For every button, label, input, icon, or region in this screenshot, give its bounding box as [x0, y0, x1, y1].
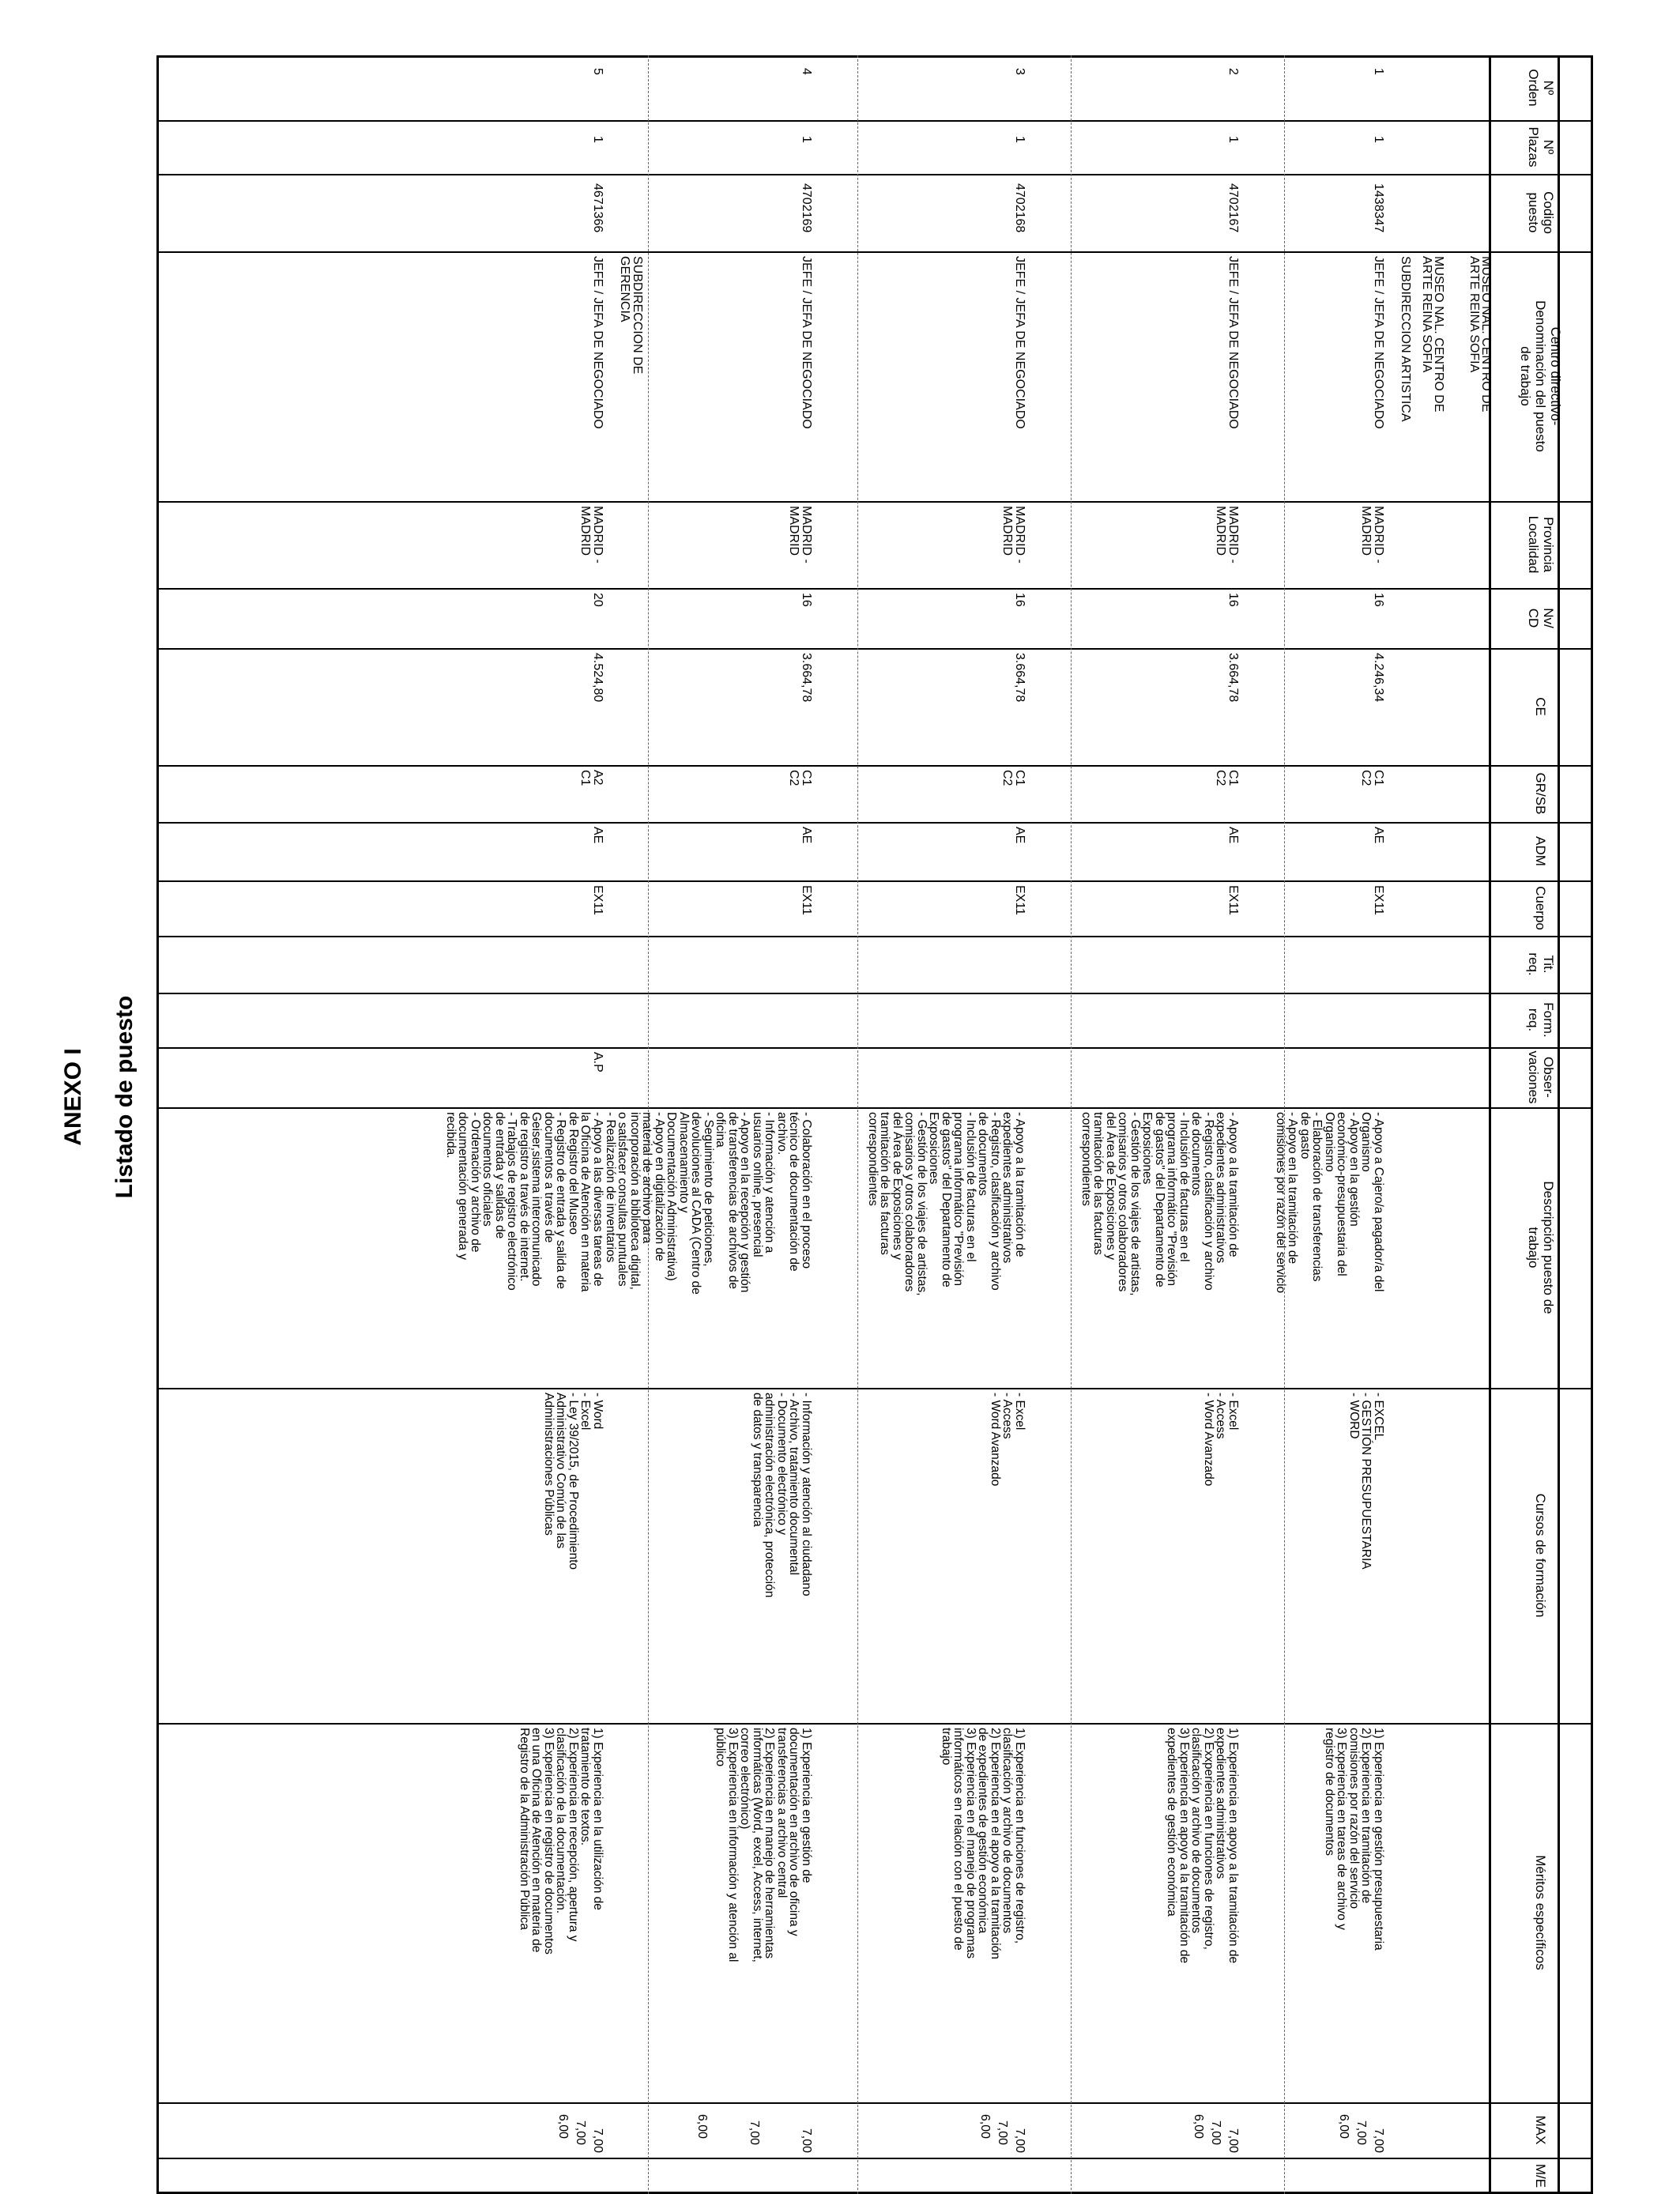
header-grupo: GR/SB: [1533, 772, 1549, 815]
descripcion-cell: - Apoyo a la tramitación de expedientes administrativos - Registro, clasificación y archivo de documentos - Inclusión de facturas en el programa informático "Previsión de gastos" del Departamento de Exposiciones - Gestión de los viajes de artistas, comisarios y otros colaboradores del Área de Exposiciones y tramitación de las facturas correspondientes: [866, 1112, 1026, 1296]
cursos-cell: - Excel - Access - Word Avanzado: [989, 1393, 1026, 1487]
header-provincia: Provincia Localidad: [1526, 515, 1556, 574]
header-me: M/E: [1533, 2163, 1549, 2188]
descripcion-cell: - Apoyo a Cajero/a pagador/a del Organismo - Apoyo en la gestión económico-presupuestaria del Organismo - Elaboración de transferencias de gasto - Apoyo en la tramitación de comisiones por razón del servicio: [1274, 1112, 1385, 1294]
meritos-cell: 1) Experiencia en apoyo a la tramitación de expedientes administrativos 2) Exxperiencia en funciones de registro, clasificación y archivo de documentos 3) Experiencia en apoyo a la tramitación de expedientes de gestión económica: [1165, 1728, 1240, 1964]
max-value-1: 7,00: [1226, 2128, 1240, 2153]
plazas-cell: 1: [1372, 136, 1385, 143]
col-divider: [156, 120, 1593, 122]
puesto-cell: JEFE / JEFA DE NEGOCIADO: [591, 256, 605, 429]
meritos-cell: 1) Experiencia en gestión de documentación en archivo de oficina y transferencias a archivo central 2) Experiencia en manejo de herramientas informáticas (Word, excel, Access, internet, correo electrónico) 3) Experiencia en información y atención al público: [714, 1728, 813, 1962]
codigo-cell: 4702169: [800, 183, 813, 233]
header-max: MAX: [1533, 2115, 1549, 2145]
max-value-2: 7,00: [574, 2120, 587, 2145]
centro-subdireccion-gerencia: SUBDIRECCION DE GERENCIA: [618, 256, 644, 375]
provincia-cell: MADRID - MADRID: [787, 506, 813, 564]
cuerpo-cell: EX11: [1372, 885, 1385, 915]
centro-subdireccion-artistica: SUBDIRECCION ARTISTICA: [1399, 256, 1412, 422]
adm-cell: AE: [800, 827, 813, 844]
meritos-cell: 1) Experiencia en gestión presupuestaria 2) Experiencia en tramitación de comisiones por razón del servicio 3) Experiencia en tareas de archivo y registro de documentos: [1323, 1728, 1385, 1951]
provincia-cell: MADRID - MADRID: [1359, 506, 1385, 564]
observaciones-cell: [798, 1047, 814, 1107]
puesto-cell: JEFE / JEFA DE NEGOCIADO: [800, 256, 813, 429]
tit-cell: [798, 936, 814, 993]
positions-table: [156, 55, 1593, 2194]
adm-cell: AE: [1226, 827, 1240, 844]
centro-museo-2: MUSEO NAL. CENTRO DE ARTE REINA SOFIA: [1420, 256, 1445, 413]
row-separator: [1071, 55, 1072, 2194]
codigo-cell: 4702167: [1226, 183, 1240, 233]
header-form: Form. req.: [1526, 1002, 1556, 1038]
ce-cell: 4.524,80: [591, 653, 605, 703]
puesto-cell: JEFE / JEFA DE NEGOCIADO: [1013, 256, 1026, 429]
adm-cell: AE: [591, 827, 605, 844]
tit-cell: [1370, 936, 1386, 993]
max-value-1: 7,00: [591, 2128, 605, 2153]
plazas-cell: 1: [800, 136, 813, 143]
cuerpo-cell: EX11: [800, 885, 813, 915]
col-divider: [156, 2158, 1593, 2159]
plazas-cell: 1: [591, 136, 605, 143]
max-value-3: 6,00: [1192, 2113, 1205, 2139]
orden-cell: 5: [591, 68, 605, 75]
header-observaciones: Obser- vaciones: [1526, 1050, 1556, 1104]
tit-cell: [1225, 936, 1241, 993]
codigo-cell: 4702168: [1013, 183, 1026, 233]
form-cell: [1225, 993, 1241, 1047]
header-centro: Centro directivo- Denominación del puesto de trabajo: [1518, 300, 1564, 452]
grupo-cell: C1 C2: [1000, 770, 1026, 786]
max-value-1: 7,00: [800, 2128, 813, 2153]
orden-cell: 4: [800, 68, 813, 75]
grupo-cell: C1 C2: [1214, 770, 1240, 786]
plazas-cell: 1: [1226, 136, 1240, 143]
document-title: ANEXO I: [60, 1048, 86, 1146]
header-ce: CE: [1533, 697, 1549, 716]
meritos-cell: 1) Experiencia en funciones de registro, clasificación y archivo de documentos 2) Experiencia en el apoyo a la tramitación de expedientes de gestión económica 3) Experiencia en el manejo de programas informáticos en relación con el puesto de trabajo: [940, 1728, 1026, 1959]
cuerpo-cell: EX11: [591, 885, 605, 915]
form-cell: [1011, 993, 1027, 1047]
header-orden: Nº Orden: [1526, 69, 1556, 107]
header-adm: ADM: [1533, 836, 1549, 866]
max-value-3: 6,00: [695, 2113, 709, 2139]
provincia-cell: MADRID - MADRID: [578, 506, 605, 564]
observaciones-cell: [1011, 1047, 1027, 1107]
plazas-cell: 1: [1013, 136, 1026, 143]
header-plazas: Nº Plazas: [1526, 126, 1556, 168]
max-value-3: 6,00: [978, 2113, 992, 2139]
orden-cell: 1: [1372, 68, 1385, 75]
puesto-cell: JEFE / JEFA DE NEGOCIADO: [1372, 256, 1385, 429]
descripcion-cell: - Colaboración en el proceso técnico de documentación de archivo. - Información y atención a usuarios online, presencial - Apoyo en la recepción y gestión de transferencias de archivos de oficina - Seguimiento de peticiones, devoluciones al CADA (Centro de Almacenamiento y Documentación Administrativa) - Apoyo en digitalización de material de archivo para incorporación a biblioteca digital, o satisfacer consultas puntuales - Realización de inventarios: [604, 1112, 813, 1295]
descripcion-cell: - Apoyo a las diversas tareas de la Oficina de Atención en materia de Registro del Museo - Registro de entrada y salida de documentos a través de Geiser,sistema intercomunicado de registro a través de internet. - Trabajos de registro electrónico de entrada y salidas de documentos oficiales - Ordenación y archivo de documentación generada y recibida.: [444, 1112, 605, 1292]
provincia-cell: MADRID - MADRID: [1214, 506, 1240, 564]
orden-cell: 3: [1013, 68, 1026, 75]
tit-cell: [590, 936, 605, 993]
header-cursos: Cursos de formación: [1533, 1493, 1549, 1618]
grupo-cell: C1 C2: [787, 770, 813, 786]
provincia-cell: MADRID - MADRID: [1000, 506, 1026, 564]
header-cuerpo: Cuerpo: [1533, 886, 1549, 930]
cursos-cell: - Información y atención al ciudadano - Archivo, tratamiento documental - Documento electrónico y administración electrónica, protección de datos y transparencia: [751, 1393, 813, 1598]
observaciones-cell: [1370, 1047, 1386, 1107]
centro-museo-1: MUSEO NAL. CENTRO DE ARTE REINA SOFIA: [1467, 256, 1493, 413]
header-descripcion: Descripción puesto de trabajo: [1526, 1181, 1556, 1314]
max-value-2: 7,00: [996, 2120, 1009, 2145]
grupo-cell: A2 C1: [578, 770, 605, 786]
cursos-cell: - Word - Excel - Ley 39/2015, de Procedimiento Administrativo Común de las Administraciones Públicas: [542, 1393, 605, 1570]
form-cell: [798, 993, 814, 1047]
descripcion-cell: - Apoyo a la tramitación de expedientes administrativos - Registro, clasificación y archivo de documentos - Inclusión de facturas en el programa informático "Previsión de gastos" del Departamento de Exposiciones - Gestión de los viajes de artistas, comisarios y otros colaboradores del Área de Exposiciones y tramitación de las facturas correspondientes: [1079, 1112, 1240, 1296]
max-value-3: 6,00: [556, 2113, 570, 2139]
observaciones-cell: A.P: [591, 1052, 605, 1072]
header-tit: Tit. req.: [1526, 952, 1556, 976]
codigo-cell: 1438347: [1372, 183, 1385, 233]
adm-cell: AE: [1013, 827, 1026, 844]
adm-cell: AE: [1372, 827, 1385, 844]
ce-cell: 3.664,78: [1226, 653, 1240, 703]
codigo-cell: 4671366: [591, 183, 605, 233]
max-value-1: 7,00: [1013, 2128, 1026, 2153]
max-value-2: 7,00: [748, 2120, 761, 2145]
tit-cell: [1011, 936, 1027, 993]
puesto-cell: JEFE / JEFA DE NEGOCIADO: [1226, 256, 1240, 429]
cursos-cell: - EXCEL - GESTIÓN PRESUPUESTARIA - WORD: [1347, 1393, 1385, 1570]
col-divider: [156, 174, 1593, 175]
max-value-3: 6,00: [1337, 2113, 1350, 2139]
cuerpo-cell: EX11: [1226, 885, 1240, 915]
grupo-cell: C1 C2: [1359, 770, 1385, 786]
max-value-2: 7,00: [1209, 2120, 1222, 2145]
header-nivel: Nv/ CD: [1526, 608, 1556, 628]
form-cell: [1370, 993, 1386, 1047]
nivel-cell: 20: [591, 593, 605, 607]
header-codigo: Codigo puesto: [1526, 191, 1556, 234]
max-value-2: 7,00: [1354, 2120, 1368, 2145]
meritos-cell: 1) Experiencia en la utilización de tratamiento de textos. 2) Experiencia en recepción, apertura y clasificación de la documentación. 3) Experiencia en registro de documentos en una Oficina de Atención en materia de Registro de la Administración Pública: [518, 1728, 605, 1955]
ce-cell: 4.246,34: [1372, 653, 1385, 703]
nivel-cell: 16: [1013, 593, 1026, 607]
ce-cell: 3.664,78: [800, 653, 813, 703]
header-meritos: Méritos específicos: [1533, 1855, 1549, 1970]
cuerpo-cell: EX11: [1013, 885, 1026, 915]
observaciones-cell: [1225, 1047, 1241, 1107]
ce-cell: 3.664,78: [1013, 653, 1026, 703]
orden-cell: 2: [1226, 68, 1240, 75]
nivel-cell: 16: [800, 593, 813, 607]
row-separator: [857, 55, 858, 2194]
max-value-1: 7,00: [1372, 2128, 1385, 2153]
document-subtitle: Listado de puesto: [111, 995, 137, 1199]
nivel-cell: 16: [1226, 593, 1240, 607]
form-cell: [590, 993, 605, 1047]
nivel-cell: 16: [1372, 593, 1385, 607]
cursos-cell: - Excel - Access - Word Avanzado: [1202, 1393, 1240, 1487]
